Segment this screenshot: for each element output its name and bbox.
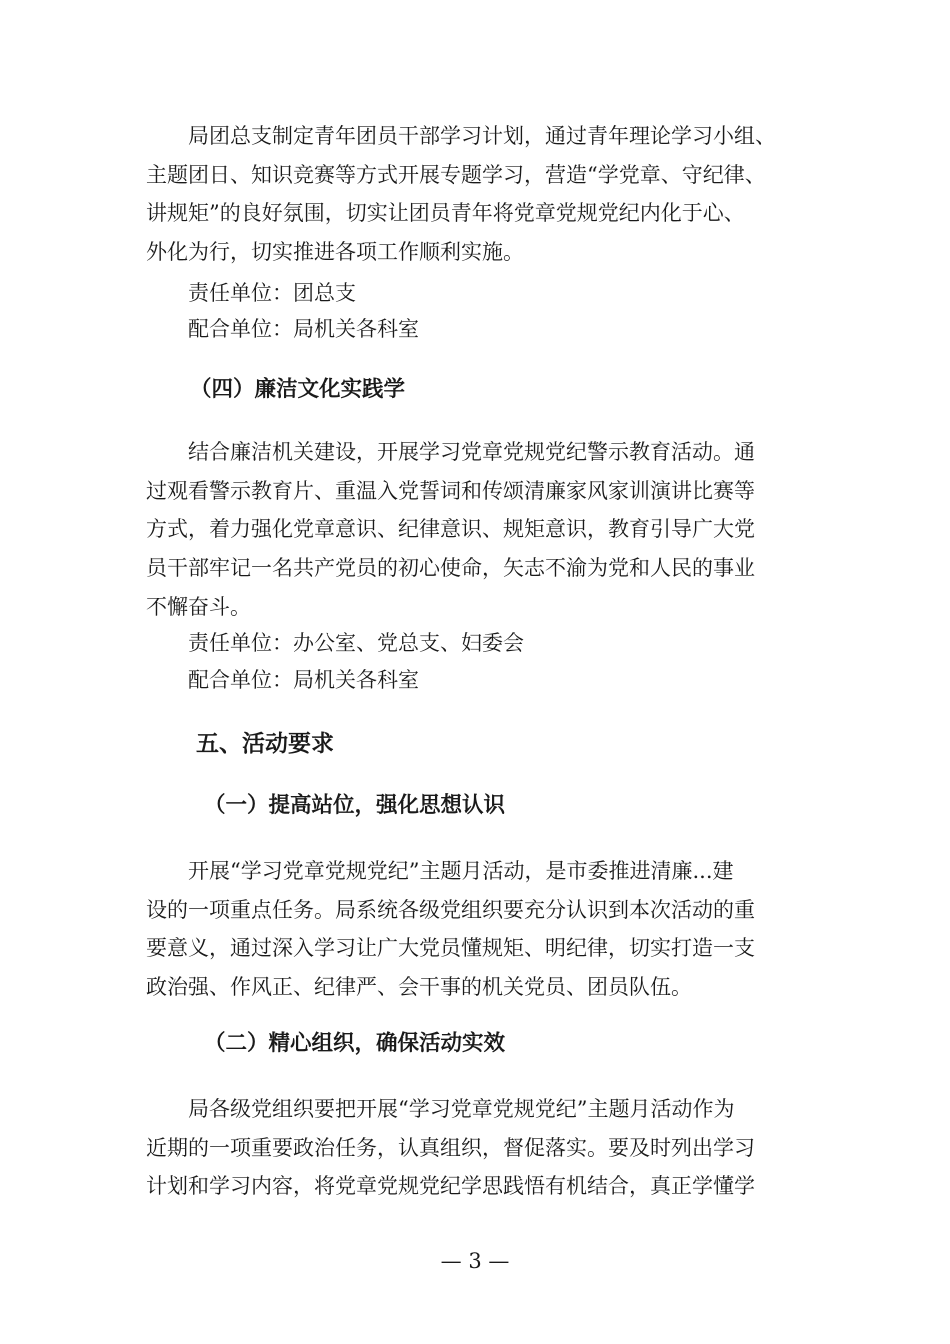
section-heading-requirements: 五、活动要求 <box>196 731 334 757</box>
paragraph-line: 要意义，通过深入学习让广大党员懂规矩、明纪律，切实打造一支 <box>146 936 755 961</box>
paragraph-line: 局团总支制定青年团员干部学习计划，通过青年理论学习小组、 <box>188 124 776 148</box>
cooperating-unit-line: 配合单位：局机关各科室 <box>188 668 419 692</box>
paragraph-line: 过观看警示教育片、重温入党誓词和传颂清廉家风家训演讲比赛等 <box>146 478 755 503</box>
responsible-unit-line: 责任单位：团总支 <box>188 281 356 305</box>
paragraph-line: 讲规矩”的良好氛围，切实让团员青年将党章党规党纪内化于心、 <box>146 201 745 226</box>
paragraph-line: 员干部牢记一名共产党员的初心使命，矢志不渝为党和人民的事业 <box>146 556 755 581</box>
paragraph-line: 计划和学习内容，将党章党规党纪学思践悟有机结合，真正学懂学 <box>146 1174 755 1199</box>
paragraph-careful-organization <box>146 1090 810 1206</box>
paragraph-line: 局各级党组织要把开展“学习党章党规党纪”主题月活动作为 <box>188 1097 735 1121</box>
paragraph-line: 设的一项重点任务。局系统各级党组织要充分认识到本次活动的重 <box>146 897 755 922</box>
subheading-raise-awareness: （一）提高站位，强化思想认识 <box>204 793 506 818</box>
cooperating-unit-line: 配合单位：局机关各科室 <box>188 317 419 341</box>
subheading-careful-organization: （二）精心组织，确保活动实效 <box>204 1031 506 1056</box>
responsible-unit-line: 责任单位：办公室、党总支、妇委会 <box>188 631 524 655</box>
paragraph-line: 近期的一项重要政治任务，认真组织，督促落实。要及时列出学习 <box>146 1135 755 1160</box>
paragraph-raise-awareness <box>146 852 810 1007</box>
page-number: — 3 — <box>440 1249 510 1273</box>
paragraph-line: 主题团日、知识竞赛等方式开展专题学习，营造“学党章、守纪律、 <box>146 162 766 187</box>
paragraph-line: 不懈奋斗。 <box>146 594 251 619</box>
paragraph-line: 方式，着力强化党章意识、纪律意识、规矩意识，教育引导广大党 <box>146 517 755 542</box>
paragraph-line: 外化为行，切实推进各项工作顺利实施。 <box>146 240 524 265</box>
paragraph-youth-study <box>146 117 810 272</box>
paragraph-line: 结合廉洁机关建设，开展学习党章党规党纪警示教育活动。通 <box>188 440 755 464</box>
subheading-integrity-culture: （四）廉洁文化实践学 <box>190 377 406 402</box>
paragraph-integrity-education <box>146 433 810 627</box>
paragraph-line: 政治强、作风正、纪律严、会干事的机关党员、团员队伍。 <box>146 975 692 1000</box>
paragraph-line: 开展“学习党章党规党纪”主题月活动，是市委推进清廉...建 <box>188 859 734 883</box>
